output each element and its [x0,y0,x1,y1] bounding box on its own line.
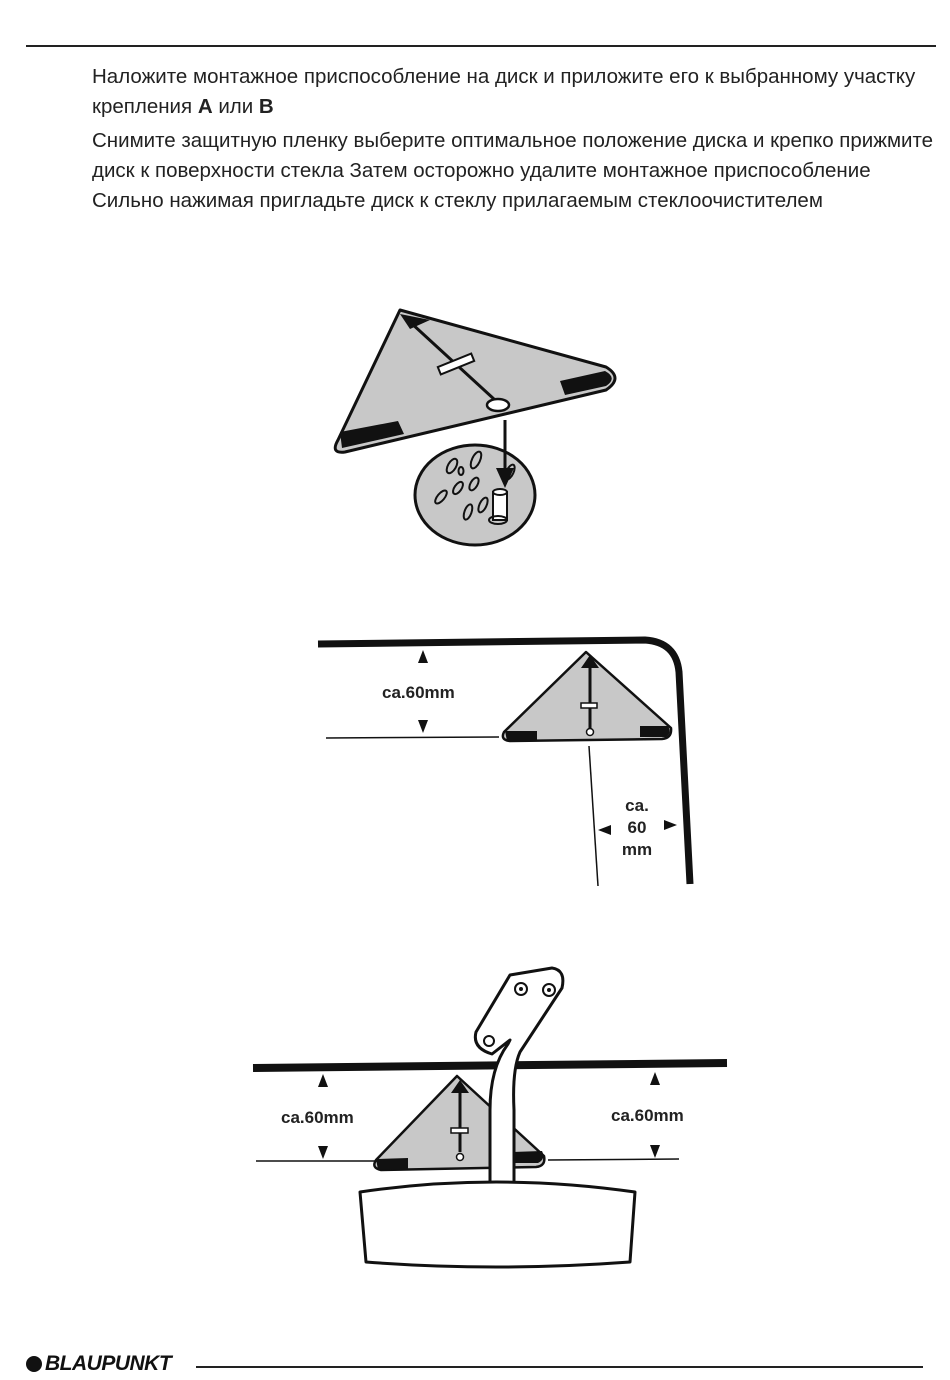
brand-logo [26,1352,171,1376]
distance-label-right: ca.60mm [611,1106,684,1125]
rear-view-mirror [360,1182,635,1267]
instruction-paragraph-2: Снимите защитную пленку выберите оптимальное положение диска и крепко прижмите диск к поверхности стекла Затем осторожно удалите монтажное приспособление Сильно нажимая пригладьте диск к стеклу прилагаемым стеклоочистителем [92,129,934,212]
bottom-rule [196,1366,923,1368]
distance-label-left: ca.60mm [281,1108,354,1127]
distance-label-side-2: 60 [627,818,647,837]
instruction-paragraph-1: Наложите монтажное приспособление на диск и приложите его к выбранному участку крепления A или B [92,65,916,118]
brand-name: BLAUPUNKT [45,1352,172,1375]
reference-line-right [548,1159,679,1160]
distance-label-top: ca.60mm [382,683,455,702]
distance-label-side-1: ca. [625,796,649,815]
brand-dot-icon [26,1356,42,1372]
distance-label-side-3: mm [621,840,653,859]
windshield-top-edge [253,1063,727,1068]
page-footer [26,1352,906,1380]
